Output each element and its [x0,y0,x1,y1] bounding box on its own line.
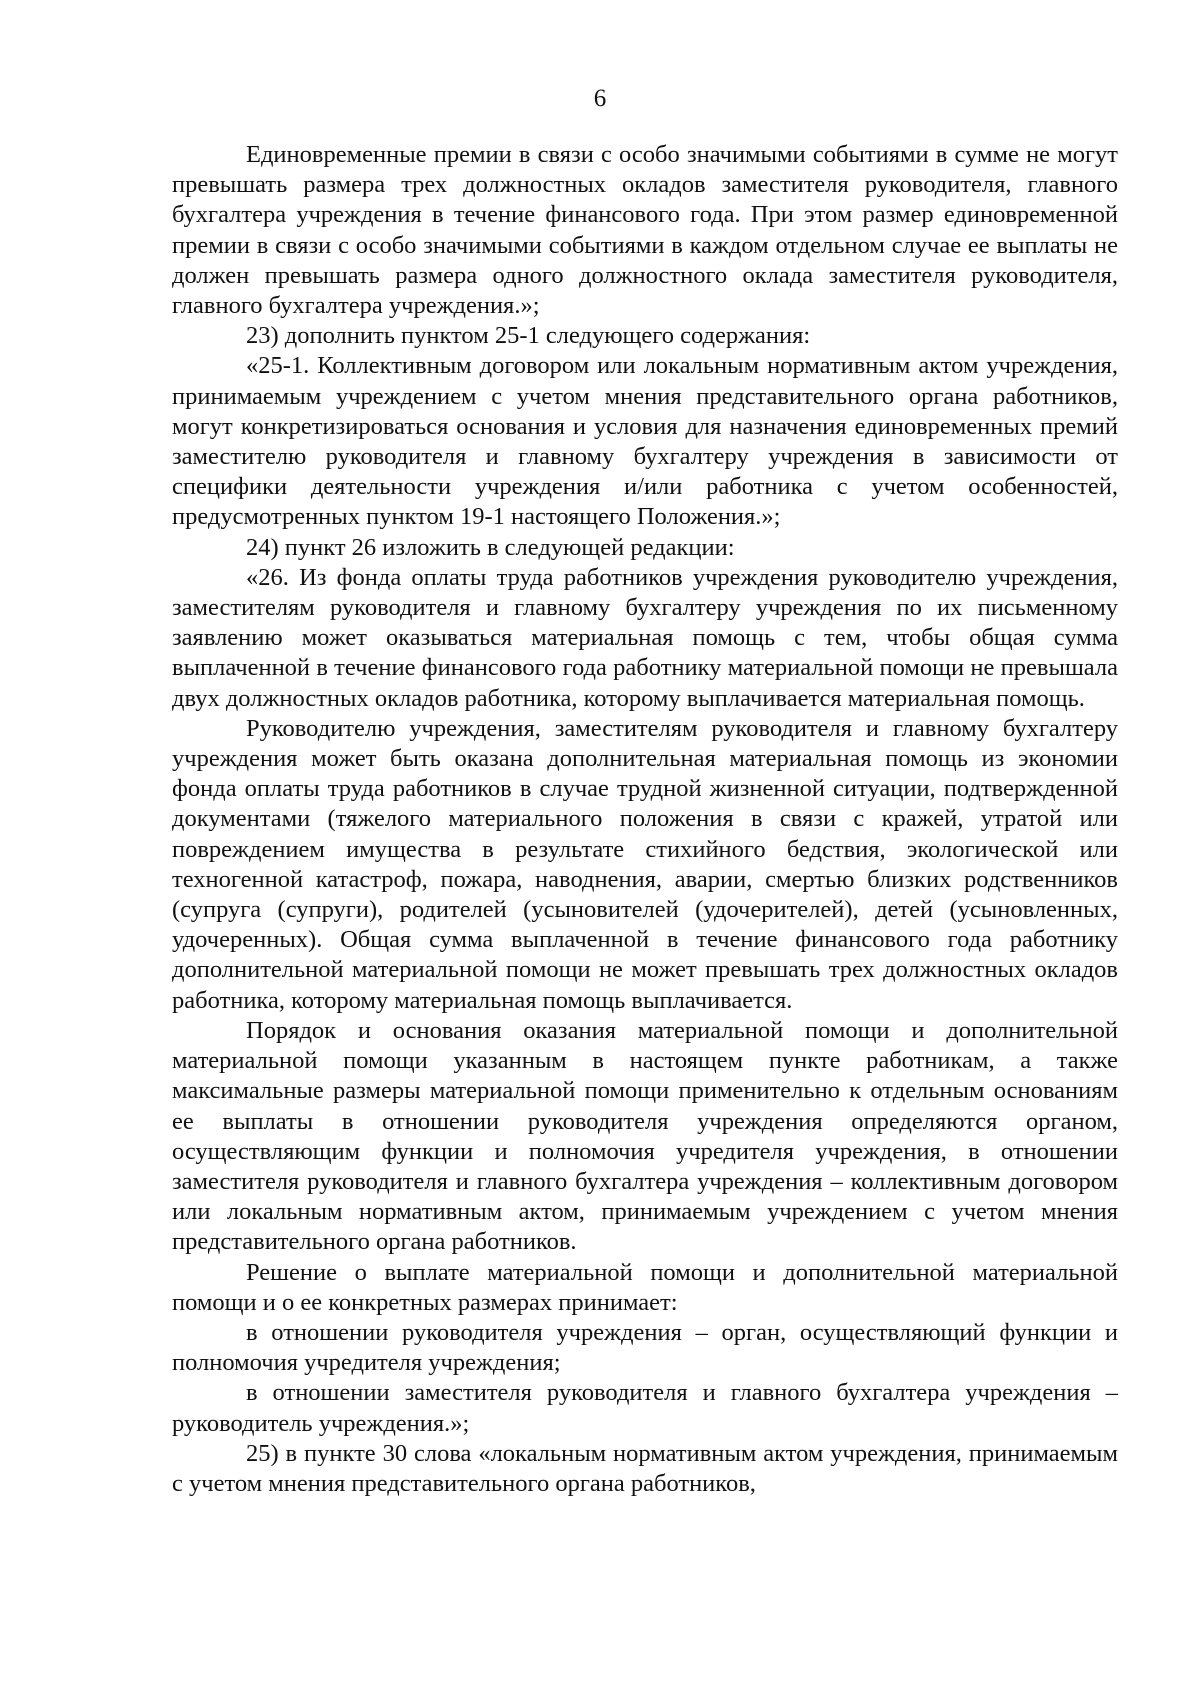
page-number: 6 [593,85,607,112]
paragraph-clause-25-1: «25-1. Коллективным договором или локальным нормативным актом учреждения, принимаемым учреждением с учетом мнения представительного органа работников, могут конкретизироваться основания и условия для назначения единовременных премий заместителю руководителя и главному бухгалтеру учреждения в зависимости от специфики деятельности учреждения и/или работника с учетом особенностей, предусмотренных пунктом 19-1 настоящего Положения.»; [172,352,1118,531]
paragraph-item-25: 25) в пункте 30 слова «локальным нормативным актом учреждения, принимаемым с учетом мнения представительного органа работников, [172,1439,1118,1497]
document-body [172,140,1118,1499]
paragraph-bonus-limits: Единовременные премии в связи с особо значимыми событиями в сумме не могут превышать размера трех должностных окладов заместителя руководителя, главного бухгалтера учреждения в течение финансового года. При этом размер единовременной премии в связи с особо значимыми событиями в каждом отдельном случае ее выплаты не должен превышать размера одного должностного оклада заместителя руководителя, главного бухгалтера учреждения.»; [172,141,1118,320]
paragraph-item-24: 24) пункт 26 изложить в следующей редакции: [246,533,735,561]
paragraph-decision-head: в отношении руководителя учреждения – орган, осуществляющий функции и полномочия учредителя учреждения; [172,1318,1118,1377]
paragraph-aid-procedure: Порядок и основания оказания материальной помощи и дополнительной материальной помощи указанным в настоящем пункте работникам, а также максимальные размеры материальной помощи применительно к отдельным основаниям ее выплаты в отношении руководителя учреждения определяются органом, осуществляющим функции и полномочия учредителя учреждения, в отношении заместителя руководителя и главного бухгалтера учреждения – коллективным договором или локальным нормативным актом, принимаемым учреждением с учетом мнения представительного органа работников. [172,1016,1118,1256]
paragraph-decision-deputy: в отношении заместителя руководителя и главного бухгалтера учреждения – руководитель учреждения.»; [172,1379,1118,1437]
paragraph-clause-26: «26. Из фонда оплаты труда работников учреждения руководителю учреждения, заместителям руководителя и главному бухгалтеру учреждения по их письменному заявлению может оказываться материальная помощь с тем, чтобы общая сумма выплаченной в течение финансового года работнику материальной помощи не превышала двух должностных окладов работника, которому выплачивается материальная помощь. [172,563,1118,712]
paragraph-additional-aid: Руководителю учреждения, заместителям руководителя и главному бухгалтеру учреждения может быть оказана дополнительная материальная помощь из экономии фонда оплаты труда работников в случае трудной жизненной ситуации, подтвержденной документами (тяжелого материального положения в связи с кражей, утратой или повреждением имущества в результате стихийного бедствия, экологической или техногенной катастроф, пожара, наводнения, аварии, смертью близких родственников (супруга (супруги), родителей (усыновителей (удочерителей), детей (усыновленных, удочеренных). Общая сумма выплаченной в течение финансового года работнику дополнительной материальной помощи не может превышать трех должностных окладов работника, которому материальная помощь выплачивается. [172,714,1118,1014]
paragraph-item-23: 23) дополнить пунктом 25-1 следующего содержания: [246,322,811,350]
paragraph-aid-decision: Решение о выплате материальной помощи и дополнительной материальной помощи и о ее конкретных размерах принимает: [172,1258,1118,1316]
